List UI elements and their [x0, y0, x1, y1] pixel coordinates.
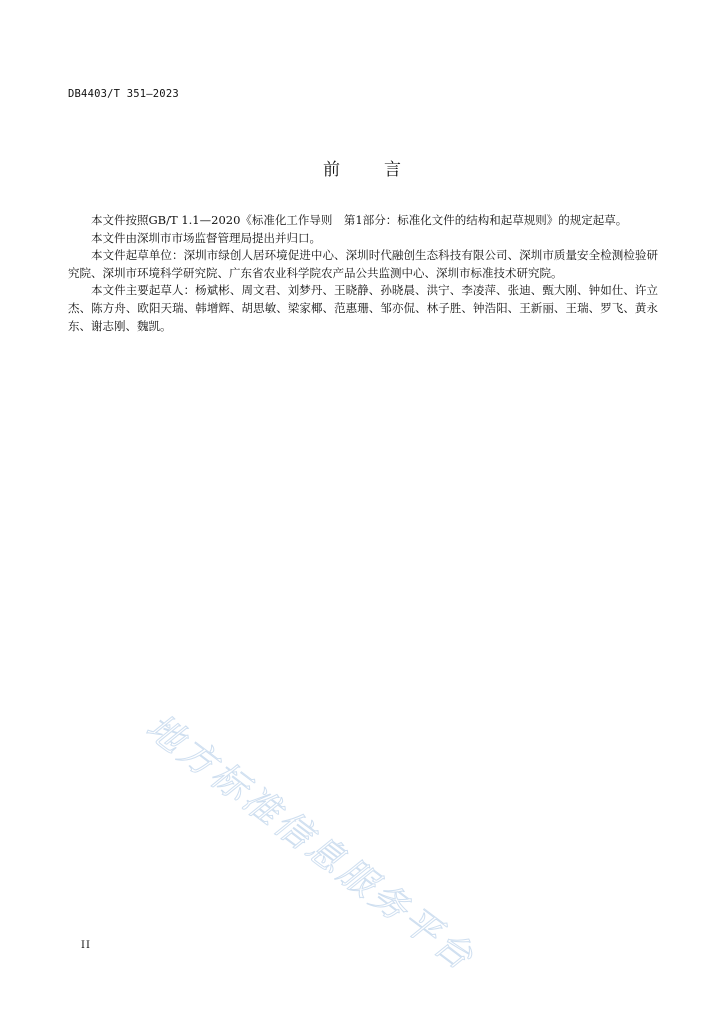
watermark: 地方标准信息服务平台: [138, 706, 483, 980]
paragraph-drafting-rules: 本文件按照GB/T 1.1—2020《标准化工作导则 第1部分：标准化文件的结构和起草规则》的规定起草。: [91, 213, 628, 227]
paragraph-main-drafters: 本文件主要起草人：杨斌彬、周文君、刘梦丹、王晓静、孙晓晨、洪宁、李凌萍、张迪、甄大刚、钟如仕、许立杰、陈方舟、欧阳天瑞、韩增辉、胡思敏、梁家椰、范惠珊、邹亦侃、林子胜、钟浩阳、王新丽、王瑞、罗飞、黄永东、谢志刚、魏凯。: [68, 283, 658, 333]
paragraph-proposer: 本文件由深圳市市场监督管理局提出并归口。: [91, 230, 321, 245]
foreword-body: [68, 212, 658, 335]
paragraph-drafting-units: 本文件起草单位：深圳市绿创人居环境促进中心、深圳时代融创生态科技有限公司、深圳市质量安全检测检验研究院、深圳市环境科学研究院、广东省农业科学院农产品公共监测中心、深圳市标准技术研究院。: [68, 248, 658, 280]
page-title: 前言: [323, 160, 445, 180]
document-code: DB4403/T 351—2023: [68, 88, 179, 100]
page-number: II: [81, 940, 91, 951]
